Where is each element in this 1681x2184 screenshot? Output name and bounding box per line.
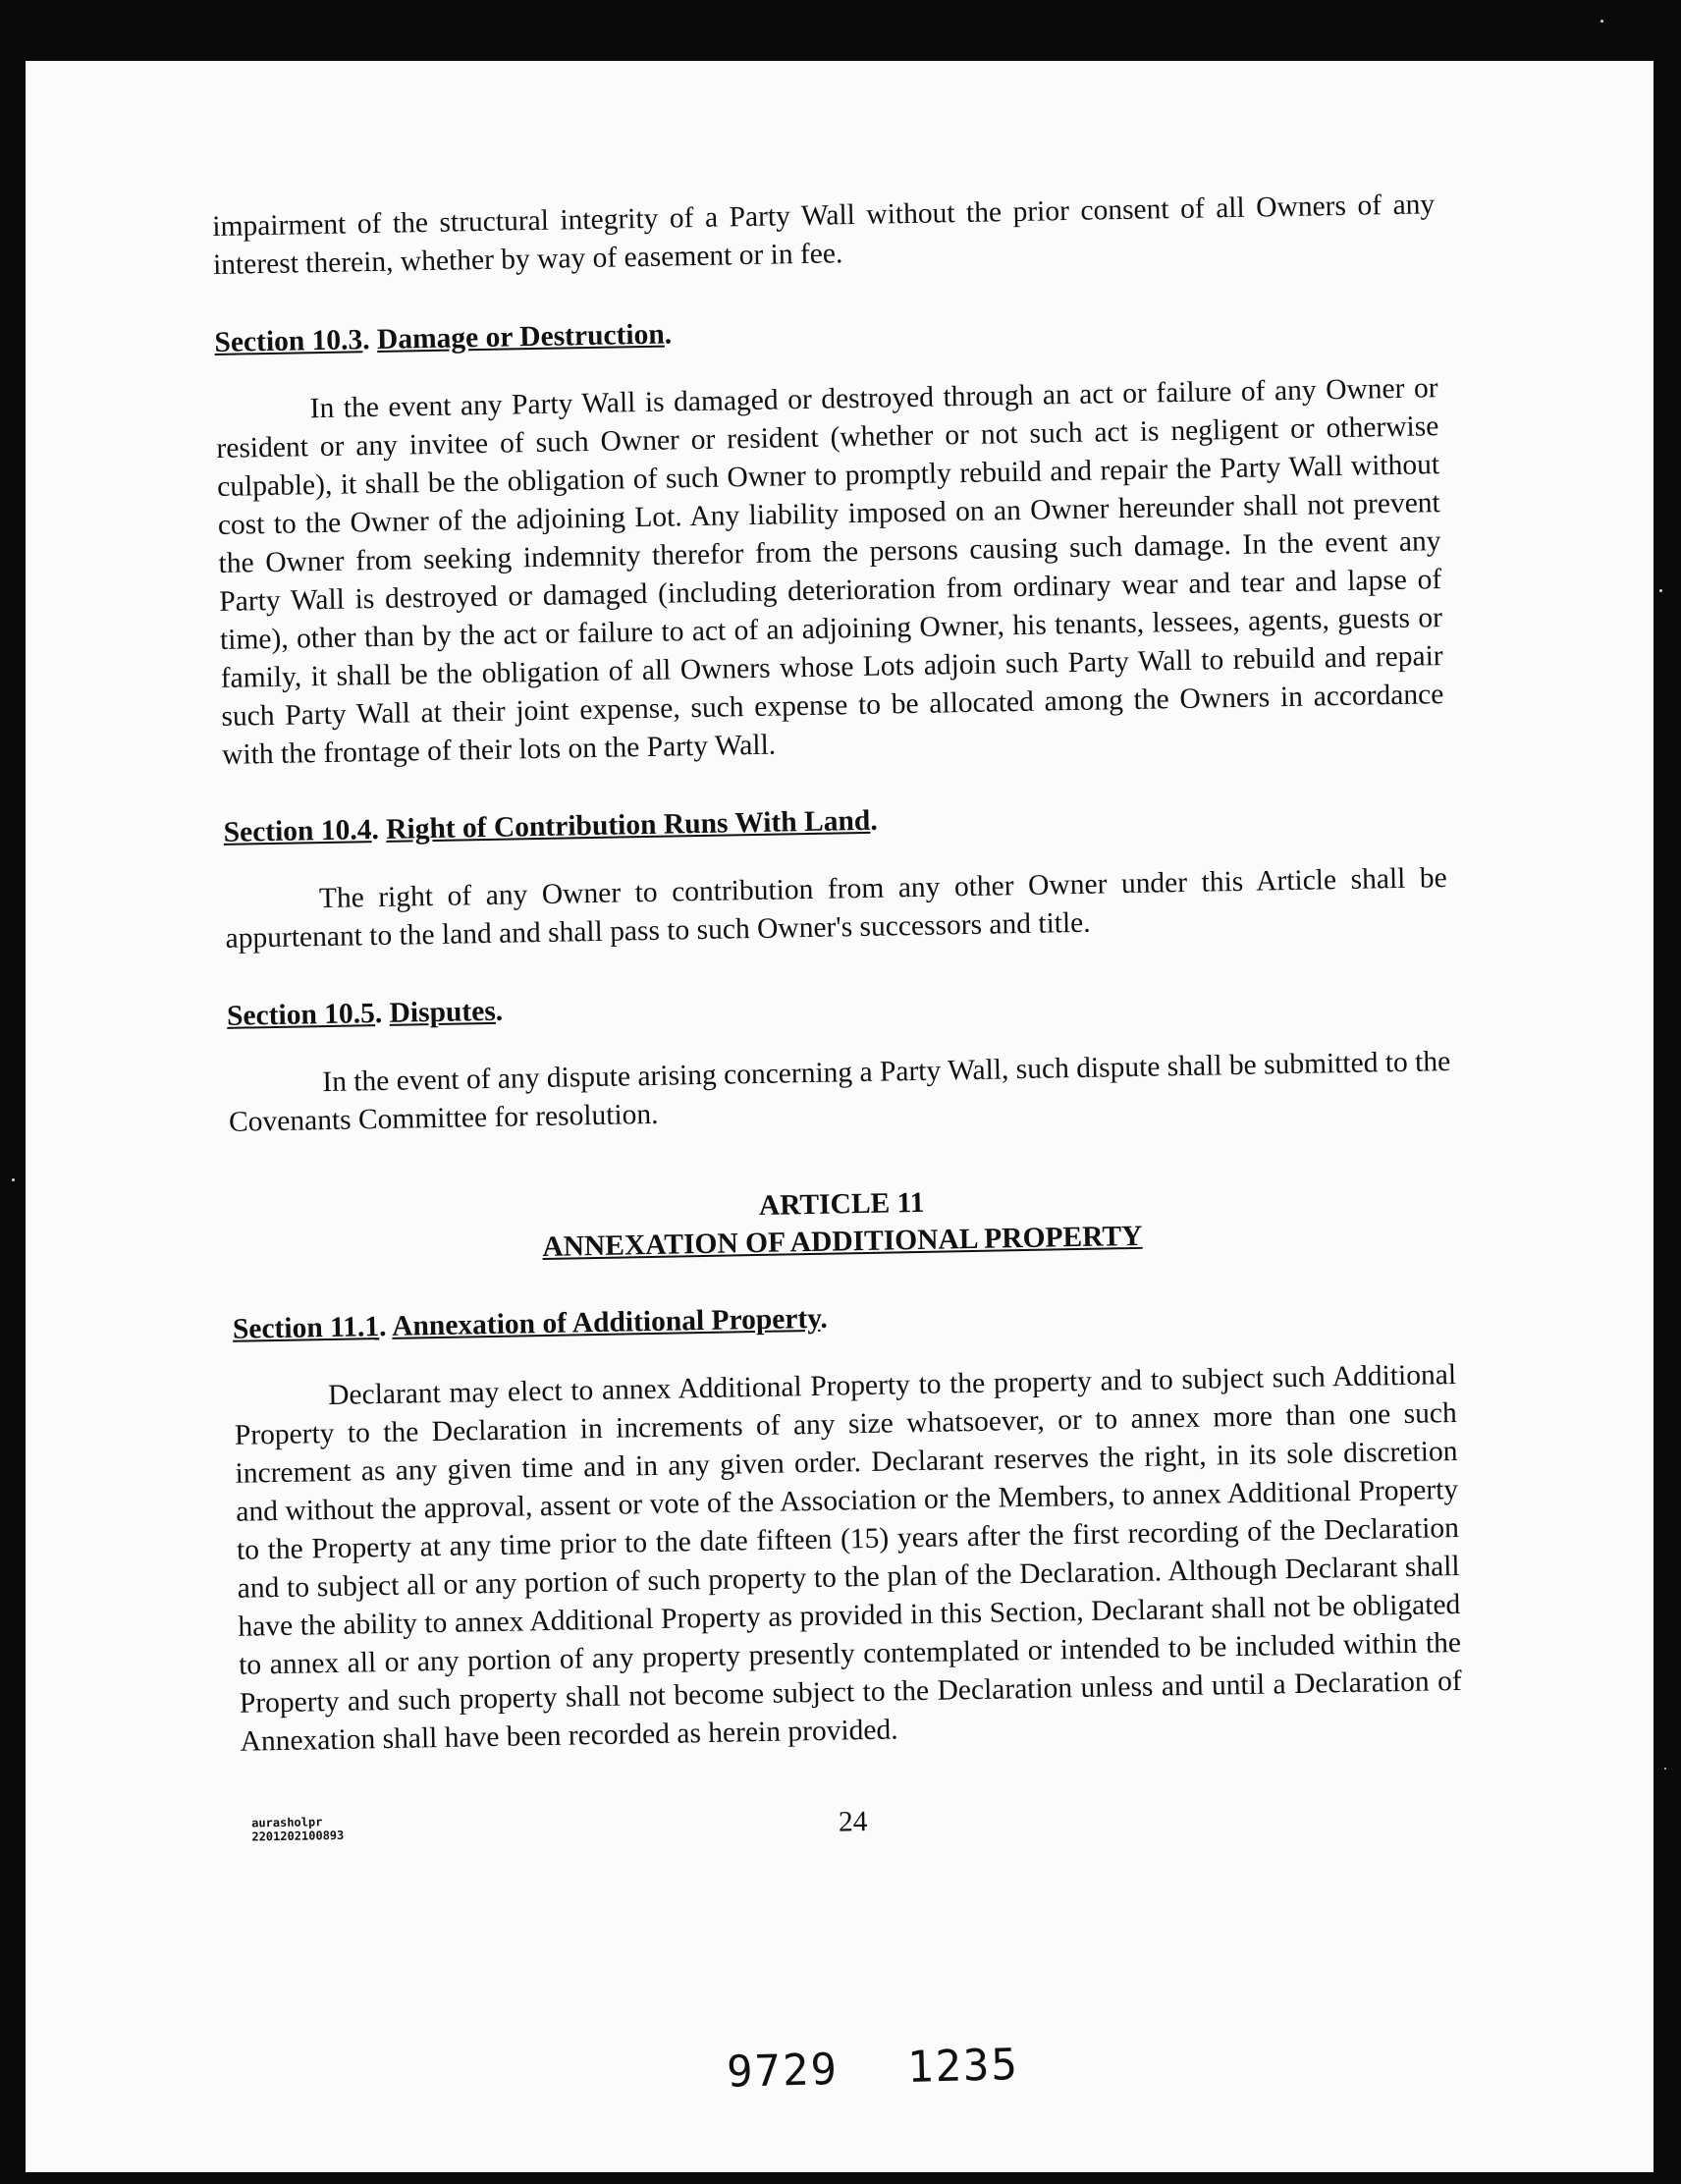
document-code-line: aurasholpr	[251, 1815, 323, 1830]
recording-stamp	[726, 2038, 1088, 2098]
section-heading: Section 10.4. Right of Contribution Runs With Land.	[223, 804, 878, 848]
article-number: ARTICLE 11	[758, 1186, 925, 1222]
scan-speck	[12, 1178, 15, 1181]
section-body: In the event any Party Wall is damaged or destroyed through an act or failure of any Owner or resident or any invitee of such Owner or resident (whether or not such act is negligent or otherwise culpable), it shall be the obligation of such Owner to promptly rebuild and repair the Party Wall without cost to the Owner of the adjoining Lot. Any liability imposed on an Owner hereunder shall not prevent the Owner from seeking indemnity therefor from the persons causing such damage. In the event any Party Wall is destroyed or damaged (including deterioration from ordinary wear and tear and lapse of time), other than by the act or failure to act of an adjoining Owner, his tenants, lessees, agents, guests or family, it shall be the obligation of all Owners whose Lots adjoin such Party Wall to rebuild and repair such Party Wall at their joint expense, such expense to be allocated among the Owners in accordance with the frontage of their lots on the Party Wall.	[216, 372, 1444, 771]
document-code-line: 2201202100893	[251, 1828, 345, 1844]
section-title: Right of Contribution Runs With Land	[385, 804, 871, 846]
section-heading: Section 10.5. Disputes.	[226, 995, 504, 1032]
scan-speck	[1664, 1768, 1666, 1770]
article-title: ANNEXATION OF ADDITIONAL PROPERTY	[542, 1220, 1143, 1264]
article-heading	[230, 1174, 1453, 1272]
scan-speck	[1659, 589, 1662, 592]
section-body: The right of any Owner to contribution from any other Owner under this Article shall be appurtenant to the land and shall pass to such Owner's successors and title.	[225, 862, 1448, 955]
document-page	[26, 61, 1654, 2172]
section-number: Section 10.5	[226, 998, 376, 1032]
page-number: 24	[838, 1806, 868, 1838]
section-number: Section 11.1	[232, 1311, 380, 1345]
scan-speck	[1600, 20, 1603, 23]
section-number: Section 10.4	[223, 814, 372, 848]
section-number: Section 10.3	[214, 324, 363, 358]
document-body	[212, 186, 1465, 1874]
page-footer	[242, 1792, 1465, 1874]
section-title: Damage or Destruction	[376, 318, 666, 355]
section-title: Disputes	[389, 995, 497, 1029]
section-body: Declarant may elect to annex Additional Property to the property and to subject such Additional Property to the Declaration in increments of any size whatsoever, or to annex more than one such increment as any given time and in any given order. Declarant reserves the right, in its sole discretion and without the approval, assent or vote of the Association or the Members, to annex Additional Property to the Property at any time prior to the date fifteen (15) years after the first recording of the Declaration and to subject all or any portion of such property to the plan of the Declaration. Although Declarant shall have the ability to annex Additional Property as provided in this Section, Declarant shall not be obligated to annex all or any portion of any property presently contemplated or intended to be included within the Property and such property shall not become subject to the Declaration unless and until a Declaration of Annexation shall have been recorded as herein provided.	[234, 1358, 1462, 1758]
section-heading: Section 10.3. Damage or Destruction.	[214, 318, 673, 358]
section-body: In the event of any dispute arising concerning a Party Wall, such dispute shall be submitted to the Covenants Committee for resolution.	[228, 1046, 1451, 1138]
stamp-page-number: 1235	[906, 2040, 1020, 2093]
stamp-book-number: 9729	[726, 2044, 840, 2098]
section-title: Annexation of Additional Property	[391, 1302, 821, 1342]
intro-paragraph: impairment of the structural integrity of a Party Wall without the prior consent of all Owners of any interest therein, whether by way of easement or in fee.	[212, 189, 1436, 281]
section-heading: Section 11.1. Annexation of Additional Property.	[232, 1302, 829, 1345]
